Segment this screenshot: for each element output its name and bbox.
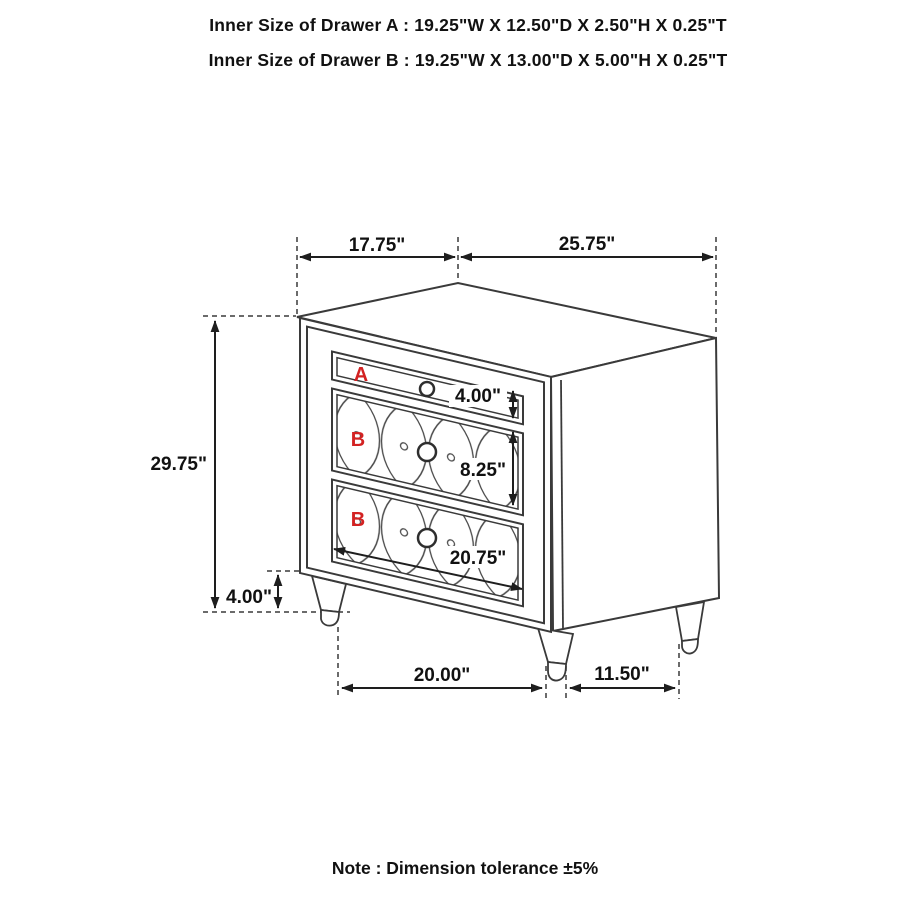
side-face bbox=[551, 338, 719, 631]
tolerance-note: Note : Dimension tolerance ±5% bbox=[331, 858, 599, 878]
drawer-b-middle-knob[interactable] bbox=[418, 443, 436, 461]
drawer-a-label: A bbox=[353, 364, 369, 386]
dim-front-leg-span: 20.00" bbox=[413, 665, 471, 686]
dim-side-leg-span: 11.50" bbox=[594, 664, 650, 685]
dim-top-span-right: 25.75" bbox=[558, 234, 616, 255]
back-right-leg bbox=[676, 602, 704, 641]
back-right-foot bbox=[682, 639, 698, 654]
drawer-a-knob[interactable] bbox=[420, 382, 434, 396]
dim-drawer-front-width: 20.75" bbox=[449, 548, 507, 569]
dim-drawer-b-front-height: 8.25" bbox=[460, 460, 506, 481]
drawer-a-spec-line: Inner Size of Drawer A : 19.25"W X 12.50"D X 2.50"H X 0.25"T bbox=[209, 15, 727, 35]
dim-overall-height: 29.75" bbox=[150, 454, 207, 475]
drawer-b-bottom-label: B bbox=[350, 509, 366, 531]
front-right-foot bbox=[548, 662, 566, 681]
drawer-b-middle-label: B bbox=[350, 429, 366, 451]
dim-drawer-a-front-height: 4.00" bbox=[455, 386, 501, 407]
front-left-foot bbox=[321, 610, 339, 626]
drawer-b-spec-line: Inner Size of Drawer B : 19.25"W X 13.00"D X 5.00"H X 0.25"T bbox=[208, 50, 728, 70]
drawer-b-bottom-knob[interactable] bbox=[418, 529, 436, 547]
nightstand-illustration bbox=[297, 283, 719, 681]
dim-leg-height: 4.00" bbox=[226, 587, 272, 608]
front-right-leg bbox=[538, 628, 573, 664]
dim-top-span-left: 17.75" bbox=[348, 235, 406, 256]
